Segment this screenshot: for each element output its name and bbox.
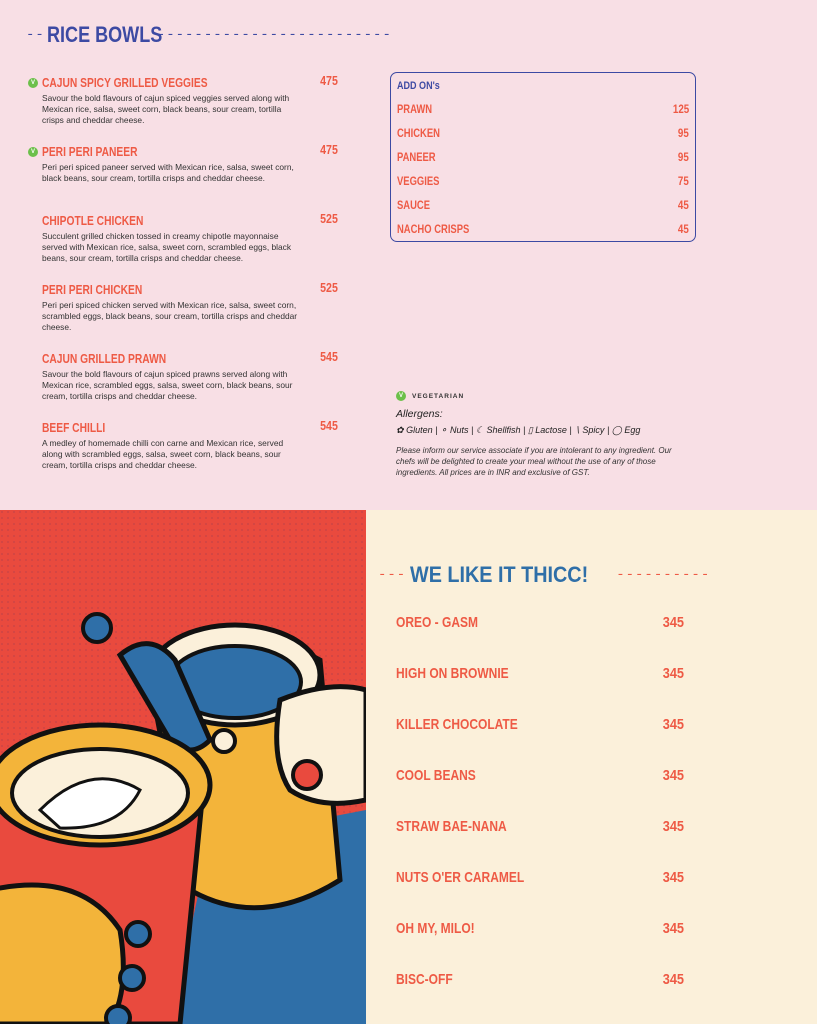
menu-item — [28, 214, 340, 283]
menu-item — [28, 76, 340, 145]
item-price: 475 — [320, 74, 338, 88]
addon-name: PANEER — [397, 152, 436, 164]
allergens-list: ✿ Gluten | ⚬ Nuts | ☾ Shellfish | ▯ Lactose | ∖ Spicy | ◯ Egg — [396, 425, 641, 435]
item-description: Succulent grilled chicken tossed in creamy chipotle mayonnaise served with Mexican rice, salsa, sweet corn, scrambled eggs, black beans, sour cream, tortilla crisps and cheddar cheese. — [42, 231, 292, 263]
item-name: BISC-OFF — [396, 971, 453, 988]
item-name: BEEF CHILLI — [42, 421, 106, 435]
vegetarian-legend — [396, 389, 696, 403]
item-price: 545 — [320, 350, 338, 364]
addon-row — [397, 224, 689, 248]
item-price: 345 — [662, 767, 684, 784]
shakes-heading: --- WE LIKE IT THICC! ---------- — [378, 562, 711, 587]
egg-icon: ◯ — [611, 425, 622, 435]
item-description: Savour the bold flavours of cajun spiced veggies served along with Mexican rice, salsa, sweet corn, black beans, sour cream, tortilla crisps and cheddar cheese. — [42, 93, 290, 125]
menu-item — [28, 283, 340, 352]
allergen-label: Lactose — [535, 425, 567, 435]
item-name: PERI PERI CHICKEN — [42, 283, 143, 297]
rice-bowls-list — [28, 76, 340, 490]
addon-row — [397, 200, 689, 224]
item-name: CAJUN GRILLED PRAWN — [42, 352, 167, 366]
milkshake-illustration — [0, 510, 366, 1024]
milkshake-cups-image — [0, 510, 366, 1024]
menu-item — [396, 920, 686, 971]
menu-item — [28, 145, 340, 214]
legend — [396, 389, 696, 478]
menu-item — [396, 614, 686, 665]
item-name: CAJUN SPICY GRILLED VEGGIES — [42, 76, 208, 90]
addon-row — [397, 104, 689, 128]
menu-item — [396, 869, 686, 920]
menu-item — [396, 971, 686, 1022]
item-description: A medley of homemade chilli con carne and Mexican rice, served along with scrambled eggs, salsa, sweet corn, black beans, sour cream, tortilla crisps and cheddar cheese. — [42, 438, 284, 470]
item-name: HIGH ON BROWNIE — [396, 665, 509, 682]
lactose-icon: ▯ — [527, 425, 533, 435]
addons-box — [390, 72, 696, 242]
rice-bowls-title: RICE BOWLS — [46, 22, 163, 47]
item-price: 475 — [320, 143, 338, 157]
addon-name: PRAWN — [397, 104, 433, 116]
addon-price: 125 — [672, 104, 689, 116]
allergen-label: Egg — [624, 425, 641, 435]
addon-name: NACHO CRISPS — [397, 224, 470, 236]
item-price: 525 — [320, 281, 338, 295]
addon-name: SAUCE — [397, 200, 431, 212]
item-price: 345 — [662, 869, 684, 886]
item-name: NUTS O'ER CARAMEL — [396, 869, 525, 886]
addon-price: 95 — [678, 128, 689, 140]
item-price: 345 — [662, 614, 684, 631]
item-price: 345 — [662, 716, 684, 733]
rice-bowls-heading: -- RICE BOWLS ------------------------- — [26, 22, 392, 47]
menu-item — [396, 767, 686, 818]
allergen-label: Spicy — [582, 425, 605, 435]
item-price: 525 — [320, 212, 338, 226]
shellfish-icon: ☾ — [475, 425, 484, 435]
allergens-title: Allergens: — [396, 408, 443, 420]
addon-price: 75 — [678, 176, 689, 188]
item-name: STRAW BAE-NANA — [396, 818, 507, 835]
item-description: Savour the bold flavours of cajun spiced prawns served along with Mexican rice, scrambled eggs, salsa, sweet corn, black beans, sour cream, tortilla crisps and cheddar cheese. — [42, 369, 293, 401]
shakes-panel — [366, 510, 817, 1024]
addon-row — [397, 176, 689, 200]
addon-name: CHICKEN — [397, 128, 440, 140]
item-name: CHIPOTLE CHICKEN — [42, 214, 144, 228]
menu-item — [396, 665, 686, 716]
rice-bowls-panel — [0, 0, 817, 510]
allergen-label: Gluten — [406, 425, 433, 435]
item-price: 345 — [662, 665, 684, 682]
vegetarian-icon: V — [28, 78, 38, 88]
item-name: COOL BEANS — [396, 767, 476, 784]
vegetarian-icon: V — [396, 391, 406, 401]
gluten-icon: ✿ — [396, 425, 404, 435]
addon-price: 45 — [678, 200, 689, 212]
item-name: PERI PERI PANEER — [42, 145, 138, 159]
item-price: 545 — [320, 419, 338, 433]
item-price: 345 — [662, 971, 684, 988]
shakes-title: WE LIKE IT THICC! — [410, 562, 589, 587]
vegetarian-icon: V — [28, 147, 38, 157]
menu-item — [28, 421, 340, 490]
addons-title: ADD ON's — [397, 80, 440, 92]
item-price: 345 — [662, 818, 684, 835]
addon-row — [397, 128, 689, 152]
item-description: Peri peri spiced chicken served with Mexican rice, salsa, sweet corn, scrambled eggs, black beans, sour cream, tortilla crisps and cheddar cheese. — [42, 300, 298, 332]
addon-price: 95 — [678, 152, 689, 164]
menu-item — [396, 818, 686, 869]
item-price: 345 — [662, 920, 684, 937]
allergen-note: Please inform our service associate if you are intolerant to any ingredient. Our chefs will be delighted to create your meal without the use of any of those ingredients. All prices are in INR and exclusive of GST. — [396, 446, 672, 477]
item-name: OREO - GASM — [396, 614, 479, 631]
menu-item — [28, 352, 340, 421]
item-name: KILLER CHOCOLATE — [396, 716, 518, 733]
vegetarian-label: VEGETARIAN — [412, 392, 465, 400]
addon-price: 45 — [678, 224, 689, 236]
allergen-label: Nuts — [450, 425, 469, 435]
shakes-list — [396, 614, 686, 1022]
addon-row — [397, 152, 689, 176]
spicy-icon: ∖ — [574, 425, 580, 435]
addon-name: VEGGIES — [397, 176, 440, 188]
nuts-icon: ⚬ — [439, 425, 448, 435]
allergen-label: Shellfish — [486, 425, 521, 435]
menu-item — [396, 716, 686, 767]
item-name: OH MY, MILO! — [396, 920, 475, 937]
item-description: Peri peri spiced paneer served with Mexican rice, salsa, sweet corn, black beans, sour cream, tortilla crisps and cheddar cheese. — [42, 162, 294, 183]
